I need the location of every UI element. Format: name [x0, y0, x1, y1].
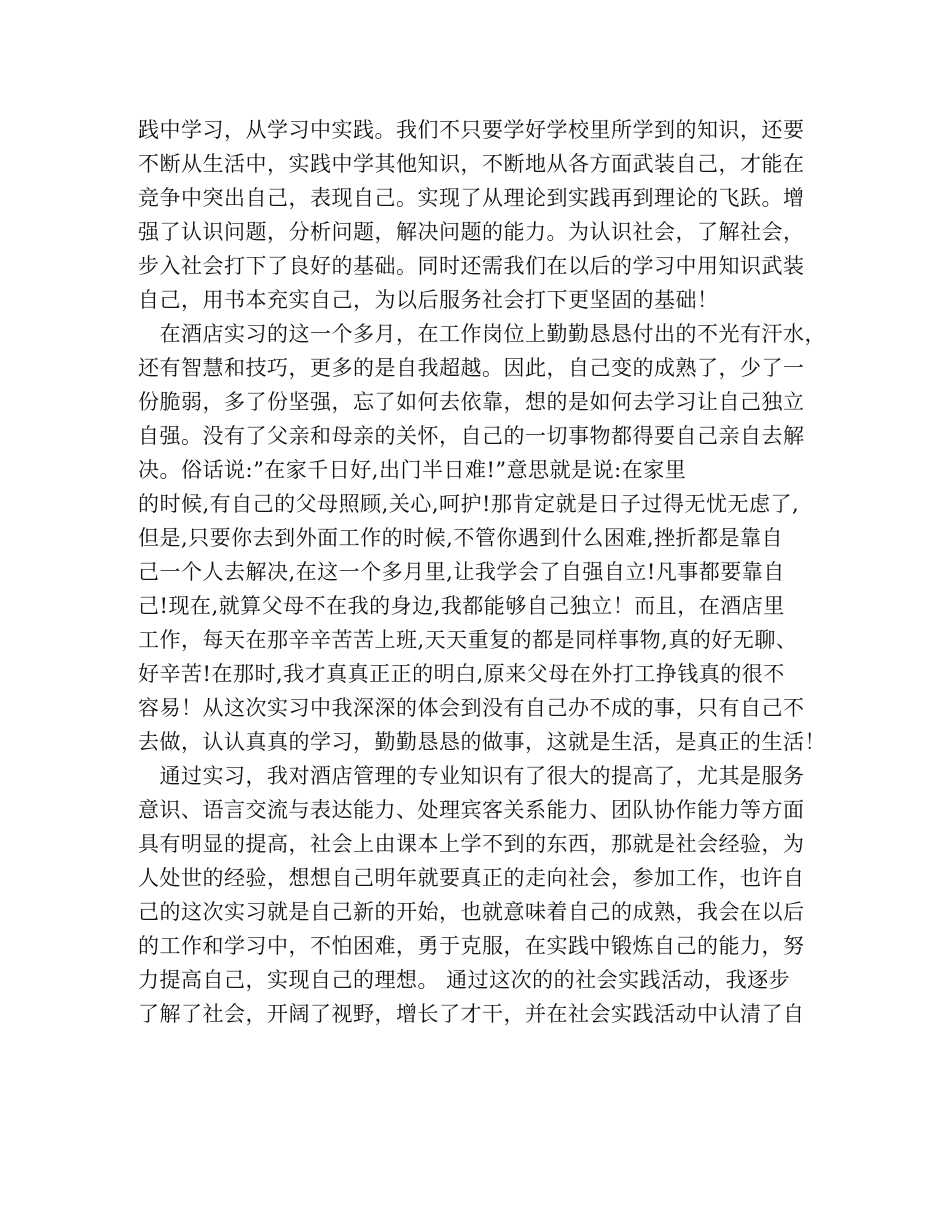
- paragraph-start-line: 在酒店实习的这一个多月，在工作岗位上勤勤恳恳付出的不光有汗水，: [138, 322, 826, 346]
- text-line: 份脆弱，多了份坚强，忘了如何去依靠，想的是如何去学习让自己独立: [138, 390, 805, 414]
- text-line: 强了认识问题，分析问题，解决问题的能力。为认识社会，了解社会，: [138, 220, 805, 244]
- text-line: 还有智慧和技巧，更多的是自我超越。因此，自己变的成熟了，少了一: [138, 356, 805, 380]
- text-line: 践中学习，从学习中实践。我们不只要学好学校里所学到的知识，还要: [138, 118, 805, 142]
- text-line: 容易！从这次实习中我深深的体会到没有自己办不成的事，只有自己不: [138, 696, 805, 720]
- text-line: 的工作和学习中，不怕困难，勇于克服，在实践中锻炼自己的能力，努: [138, 934, 805, 958]
- text-line: 好辛苦!在那时,我才真真正正的明白,原来父母在外打工挣钱真的很不: [138, 662, 785, 686]
- text-line: 的时候,有自己的父母照顾,关心,呵护!那肯定就是日子过得无忧无虑了,: [138, 492, 800, 516]
- text-line: 具有明显的提高，社会上由课本上学不到的东西，那就是社会经验，为: [138, 832, 805, 856]
- text-line: 不断从生活中，实践中学其他知识，不断地从各方面武装自己，才能在: [138, 152, 805, 176]
- text-line: 工作，每天在那辛辛苦苦上班,天天重复的都是同样事物,真的好无聊、: [138, 628, 798, 652]
- text-line: 意识、语言交流与表达能力、处理宾客关系能力、团队协作能力等方面: [138, 798, 805, 822]
- document-body: [138, 113, 828, 1031]
- text-line: 己的这次实习就是自己新的开始，也就意味着自己的成熟，我会在以后: [138, 900, 805, 924]
- text-line: 步入社会打下了良好的基础。同时还需我们在以后的学习中用知识武装: [138, 254, 805, 278]
- text-line: 己一个人去解决,在这一个多月里,让我学会了自强自立!凡事都要靠自: [138, 560, 785, 584]
- text-line: 决。俗话说:”在家千日好,出门半日难!”意思就是说:在家里: [138, 458, 687, 482]
- text-line: 己!现在,就算父母不在我的身边,我都能够自己独立！而且，在酒店里: [138, 594, 785, 618]
- text-line: 但是,只要你去到外面工作的时候,不管你遇到什么困难,挫折都是靠自: [138, 526, 784, 550]
- paragraph-start-line: 通过实习，我对酒店管理的专业知识有了很大的提高了，尤其是服务: [138, 764, 805, 788]
- text-line: 竞争中突出自己，表现自己。实现了从理论到实践再到理论的飞跃。增: [138, 186, 805, 210]
- text-line: 了解了社会，开阔了视野，增长了才干，并在社会实践活动中认清了自: [138, 1002, 805, 1026]
- text-line: 力提高自己，实现自己的理想。 通过这次的的社会实践活动，我逐步: [138, 968, 791, 992]
- text-line: 自己，用书本充实自己，为以后服务社会打下更坚固的基础！: [138, 288, 719, 312]
- text-line: 人处世的经验，想想自己明年就要真正的走向社会，参加工作，也许自: [138, 866, 805, 890]
- text-line: 去做，认认真真的学习，勤勤恳恳的做事，这就是生活，是真正的生活！: [138, 730, 826, 754]
- text-line: 自强。没有了父亲和母亲的关怀，自己的一切事物都得要自己亲自去解: [138, 424, 805, 448]
